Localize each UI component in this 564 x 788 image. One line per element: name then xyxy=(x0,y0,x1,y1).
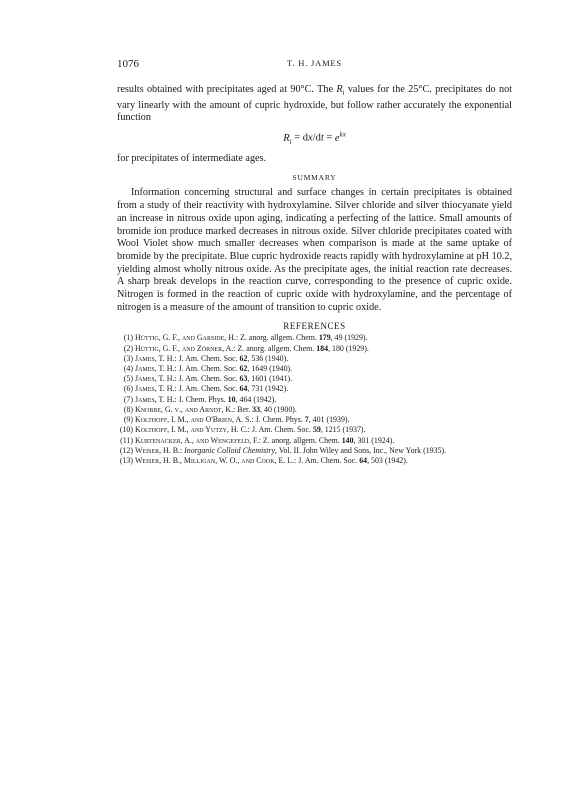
page-body xyxy=(117,84,512,466)
reference-authors: James, T. H.: xyxy=(135,394,177,404)
reference-source: J. Am. Chem. Soc. xyxy=(178,374,238,384)
reference-item xyxy=(117,395,512,405)
page-number: 1076 xyxy=(117,58,139,70)
reference-volume: 59 xyxy=(312,425,321,435)
reference-number: (11) xyxy=(120,435,133,445)
references-list xyxy=(117,333,512,466)
reference-volume: 10 xyxy=(227,394,236,404)
summary-heading: SUMMARY xyxy=(292,173,337,183)
reference-details: , 180 (1929). xyxy=(328,343,369,353)
reference-details: , 503 (1942). xyxy=(367,455,408,465)
paragraph-intermediate: for precipitates of intermediate ages. xyxy=(117,152,267,164)
reference-authors: James, T. H.: xyxy=(135,353,177,363)
reference-number: (9) xyxy=(123,415,133,425)
reference-number: (8) xyxy=(123,404,133,414)
reference-source: J. Chem. Phys. xyxy=(255,415,303,425)
reference-details: , 49 (1929). xyxy=(330,333,368,343)
reference-book-title: Inorganic Colloid Chemistry xyxy=(184,445,276,455)
reference-number: (1) xyxy=(123,333,133,343)
reference-details: , 1215 (1937). xyxy=(320,425,366,435)
reference-authors: Kurtenacker, A., and Wengefeld, F.: xyxy=(135,435,261,445)
reference-number: (13) xyxy=(119,455,133,465)
reference-item xyxy=(117,425,512,435)
reference-authors: Knobbe, G. v., and Arndt, K.: xyxy=(135,404,236,414)
reference-source: Z. anorg. allgem. Chem. xyxy=(240,333,317,343)
references-heading: REFERENCES xyxy=(283,321,346,332)
reference-source: Z. anorg. allgem. Chem. xyxy=(262,435,340,445)
reference-volume: 179 xyxy=(318,333,331,343)
reference-volume: 184 xyxy=(316,343,329,353)
reference-volume: 63 xyxy=(239,374,248,384)
reference-details: , 464 (1942). xyxy=(235,394,277,404)
reference-volume: 33 xyxy=(252,404,261,414)
reference-item xyxy=(117,384,512,394)
reference-source: J. Am. Chem. Soc. xyxy=(298,455,358,465)
reference-number: (10) xyxy=(119,425,133,435)
reference-authors: James, T. H.: xyxy=(135,374,177,384)
reference-authors: Hüttig, G. F., and Garside, H.: xyxy=(135,333,239,343)
reference-source: J. Am. Chem. Soc. xyxy=(251,425,311,435)
paragraph-continuation: results obtained with precipitates aged at 90°C. The $R_i$ values for the 25°C. precipitates do not vary linearly with the amount of cupric hydroxide, but follow rather accurately the exponential function xyxy=(117,84,512,124)
equation: $R_i = dx/dt = e^{kx}$ xyxy=(283,130,346,146)
reference-details: , 401 (1939). xyxy=(308,415,350,425)
reference-authors: James, T. H.: xyxy=(135,384,177,394)
reference-details: , Vol. II. John Wiley and Sons, Inc., New York (1935). xyxy=(275,445,447,455)
reference-item xyxy=(117,436,512,446)
reference-item xyxy=(117,374,512,384)
reference-volume: 64 xyxy=(359,455,368,465)
reference-authors: James, T. H.: xyxy=(135,364,177,374)
reference-volume: 64 xyxy=(239,384,248,394)
reference-details: , 1601 (1941). xyxy=(247,374,293,384)
reference-source: J. Chem. Phys. xyxy=(178,394,226,404)
reference-authors: Weiser, H. B.: xyxy=(135,445,183,455)
reference-source: Ber. xyxy=(237,404,251,414)
running-title: T. H. JAMES xyxy=(287,58,342,68)
reference-source: J. Am. Chem. Soc. xyxy=(178,384,238,394)
reference-source: J. Am. Chem. Soc. xyxy=(178,353,238,363)
reference-item xyxy=(117,344,512,354)
reference-volume: 62 xyxy=(239,353,248,363)
reference-number: (4) xyxy=(123,364,133,374)
reference-details: , 301 (1924). xyxy=(353,435,395,445)
summary-text: Information concerning structural and surface changes in certain precipitates is obtained from a study of their reactivity with hydroxylamine. Silver chloride and silver thiocyanate yield an increase in nitrous oxide upon aging, indicating a perfecting of the lattice. Small amounts of bromide ion produce marked decreases in nitrous oxide. Silver chloride precipitates coated with Wool Violet show much smaller decreases when comparison is made at the same uptake of bromide by the precipitate. Blue cupric hydroxide reacts rapidly with hydroxylamine at pH 10.2, yielding almost wholly nitrous oxide. As the precipitate ages, the initial reaction rate decreases. A sharp break develops in the reaction curve, corresponding to the presence of cupric oxide. Nitrogen is formed in the reaction of cupric oxide with hydroxylamine, and the percentage of nitrogen is a measure of the amount of transition to cupric oxide. xyxy=(117,187,512,313)
reference-item xyxy=(117,354,512,364)
reference-volume: 140 xyxy=(341,435,354,445)
reference-number: (2) xyxy=(123,343,133,353)
reference-volume: 62 xyxy=(239,364,248,374)
reference-number: (7) xyxy=(123,394,133,404)
reference-number: (6) xyxy=(123,384,133,394)
reference-authors: Kolthoff, I. M., and Yutzy, H. C.: xyxy=(135,425,250,435)
reference-details: , 40 (1900). xyxy=(260,404,297,414)
reference-source: J. Am. Chem. Soc. xyxy=(178,364,238,374)
reference-item xyxy=(117,364,512,374)
page-header xyxy=(117,58,512,72)
reference-number: (12) xyxy=(119,445,133,455)
reference-details: , 1649 (1940). xyxy=(247,364,293,374)
reference-authors: Kolthoff, I. M., and O'Brien, A. S.: xyxy=(135,415,254,425)
reference-number: (5) xyxy=(123,374,133,384)
reference-item xyxy=(117,446,512,456)
reference-number: (3) xyxy=(123,353,133,363)
reference-details: , 536 (1940). xyxy=(247,353,289,363)
reference-details: , 731 (1942). xyxy=(247,384,289,394)
reference-authors: Weiser, H. B., Milligan, W. O., and Cook, E. L.: xyxy=(135,455,297,465)
reference-item xyxy=(117,333,512,343)
reference-volume: 7 xyxy=(304,415,309,425)
reference-item xyxy=(117,456,512,466)
reference-source: Z. anorg. allgem. Chem. xyxy=(237,343,315,353)
reference-item xyxy=(117,405,512,415)
reference-authors: Hüttig, G. F., and Zörner, A.: xyxy=(135,343,236,353)
reference-item xyxy=(117,415,512,425)
